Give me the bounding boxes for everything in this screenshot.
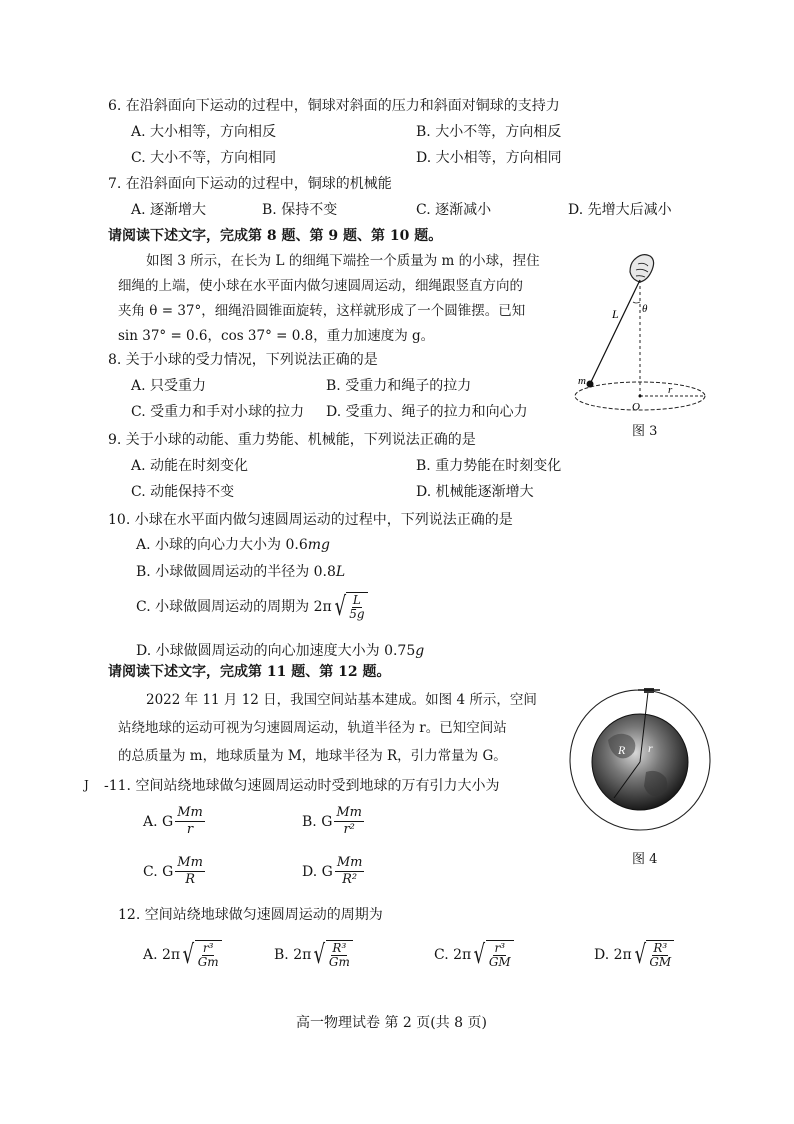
label-r-orbit: r	[648, 741, 653, 755]
q9-option-a: A. 动能在时刻变化	[131, 458, 249, 474]
q11-option-b-den: r²	[343, 822, 355, 837]
q6-option-b: B. 大小不等，方向相反	[416, 124, 562, 140]
q12-option-d-den: GM	[649, 955, 672, 969]
q11-option-b	[302, 806, 364, 837]
hand-icon	[630, 255, 654, 282]
label-m: m	[578, 375, 586, 387]
label-theta: θ	[642, 303, 648, 315]
q12-option-c-label: C. 2π	[434, 947, 472, 963]
q11-option-d	[302, 856, 364, 887]
q11-option-a	[143, 806, 205, 837]
q11-option-a-label: A. G	[143, 813, 174, 830]
passage1-line-3: 夹角 θ = 37°，细绳沿圆锥面旋转，这样就形成了一个圆锥摆。已知	[118, 303, 526, 319]
q11-option-a-den: r	[186, 822, 194, 837]
passage2-line-3: 的总质量为 m，地球质量为 M，地球半径为 R，引力常量为 G。	[118, 748, 507, 764]
figure-3-caption: 图 3	[632, 424, 658, 439]
page-footer: 高一物理试卷 第 2 页(共 8 页)	[296, 1015, 487, 1031]
q12-option-b: B. 2π √ $\frac{\text{R³}}{Gm}$	[274, 940, 353, 970]
q11-stem: -11. 空间站绕地球做匀速圆周运动时受到地球的万有引力大小为	[104, 778, 500, 794]
label-O: O	[632, 401, 640, 413]
q11-option-c-den: R	[185, 872, 196, 887]
q10-option-b-unit: L	[335, 564, 346, 580]
q12-option-d: D. 2π √ $\frac{\text{R³}}{GM}$	[594, 940, 674, 970]
q7-option-a: A. 逐渐增大	[131, 202, 207, 218]
q10-option-a-text: A. 小球的向心力大小为 0.6	[136, 537, 308, 553]
q11-option-c-label: C. G	[143, 863, 174, 880]
q10-option-d-text: D. 小球做圆周运动的向心加速度大小为 0.75	[136, 643, 416, 659]
passage1-line-4: sin 37° = 0.6，cos 37° = 0.8，重力加速度为 g。	[118, 328, 435, 344]
passage1-line-2: 细绳的上端，使小球在水平面内做匀速圆周运动，细绳跟竖直方向的	[118, 278, 523, 294]
string-line	[590, 280, 640, 384]
q11-option-d-label: D. G	[302, 863, 333, 880]
q9-option-c: C. 动能保持不变	[131, 484, 235, 500]
q12-option-d-label: D. 2π	[594, 947, 632, 963]
q9-option-b: B. 重力势能在时刻变化	[416, 458, 562, 474]
q8-option-d: D. 受重力、绳子的拉力和向心力	[326, 404, 528, 420]
q12-option-c-num: r³	[494, 941, 506, 955]
q10-option-d	[136, 641, 424, 661]
q12-stem: 12. 空间站绕地球做匀速圆周运动的周期为	[118, 907, 383, 923]
q8-stem: 8. 关于小球的受力情况，下列说法正确的是	[108, 352, 378, 368]
q11-option-b-num: Mm	[336, 805, 363, 820]
q10-option-c-num: L	[352, 593, 361, 607]
q12-option-b-den: Gm	[328, 955, 350, 969]
q6-stem: 6. 在沿斜面向下运动的过程中，铜球对斜面的压力和斜面对铜球的支持力	[108, 98, 560, 114]
q7-option-d: D. 先增大后减小	[568, 202, 672, 218]
q10-option-b	[136, 562, 345, 582]
q8-option-b: B. 受重力和绳子的拉力	[326, 378, 472, 394]
angle-arc	[633, 302, 640, 303]
label-R: R	[618, 743, 626, 757]
figure-4-orbit	[568, 680, 718, 840]
ball	[587, 381, 594, 388]
q10-option-c	[136, 592, 368, 622]
q7-stem: 7. 在沿斜面向下运动的过程中，铜球的机械能	[108, 176, 392, 192]
q10-option-a-unit: mg	[307, 537, 330, 553]
q11-option-c	[143, 856, 205, 887]
figure-3-conical-pendulum	[568, 250, 718, 425]
passage2-line-2: 站绕地球的运动可视为匀速圆周运动，轨道半径为 r。已知空间站	[118, 720, 507, 736]
q10-option-c-sqrt: √ $\frac{L}{5g}$	[332, 592, 368, 622]
q12-option-d-num: R³	[653, 941, 668, 955]
q6-option-d: D. 大小相等，方向相同	[416, 150, 562, 166]
q12-option-c: C. 2π √ $\frac{\text{r³}}{GM}$	[434, 940, 514, 970]
q10-stem: 10. 小球在水平面内做匀速圆周运动的过程中，下列说法正确的是	[108, 512, 513, 528]
q6-option-a: A. 大小相等，方向相反	[131, 124, 277, 140]
q9-stem: 9. 关于小球的动能、重力势能、机械能，下列说法正确的是	[108, 432, 476, 448]
q10-option-d-unit: g	[415, 643, 425, 659]
q6-option-c: C. 大小不等，方向相同	[131, 150, 277, 166]
q12-option-b-label: B. 2π	[274, 947, 312, 963]
q9-option-d: D. 机械能逐渐增大	[416, 484, 534, 500]
q11-option-b-label: B. G	[302, 813, 333, 830]
q8-option-c: C. 受重力和手对小球的拉力	[131, 404, 305, 420]
q11-option-a-num: Mm	[177, 805, 203, 820]
q10-option-b-text: B. 小球做圆周运动的半径为 0.8	[136, 564, 336, 580]
reading-instruction-2: 请阅读下述文字，完成第 11 题、第 12 题。	[108, 664, 391, 680]
passage2-line-1: 2022 年 11 月 12 日，我国空间站基本建成。如图 4 所示，空间	[146, 692, 537, 708]
q12-option-a-num: r³	[202, 941, 214, 955]
label-L: L	[612, 307, 619, 321]
q8-option-a: A. 只受重力	[131, 378, 207, 394]
q10-option-c-den: 5g	[349, 607, 365, 621]
q11-option-d-den: R²	[342, 872, 358, 887]
q12-option-a-label: A. 2π	[143, 947, 181, 963]
center-point	[639, 395, 642, 398]
reading-instruction-1: 请阅读下述文字，完成第 8 题、第 9 题、第 10 题。	[108, 228, 443, 244]
q7-option-c: C. 逐渐减小	[416, 202, 492, 218]
q12-option-a: A. 2π √ $\frac{\text{r³}}{Gm}$	[143, 940, 222, 970]
q10-option-c-text: C. 小球做圆周运动的周期为 2π	[136, 599, 332, 615]
q7-option-b: B. 保持不变	[262, 202, 338, 218]
margin-mark: J	[84, 778, 89, 792]
label-r: r	[668, 384, 673, 396]
q10-option-a	[136, 535, 330, 555]
q11-option-c-num: Mm	[177, 855, 203, 870]
passage1-line-1: 如图 3 所示，在长为 L 的细绳下端拴一个质量为 m 的小球，捏住	[146, 253, 540, 269]
q11-option-d-num: Mm	[336, 855, 363, 870]
q12-option-c-den: GM	[488, 955, 511, 969]
q12-option-b-num: R³	[332, 941, 347, 955]
q12-option-a-den: Gm	[197, 955, 219, 969]
figure-4-caption: 图 4	[632, 852, 658, 867]
